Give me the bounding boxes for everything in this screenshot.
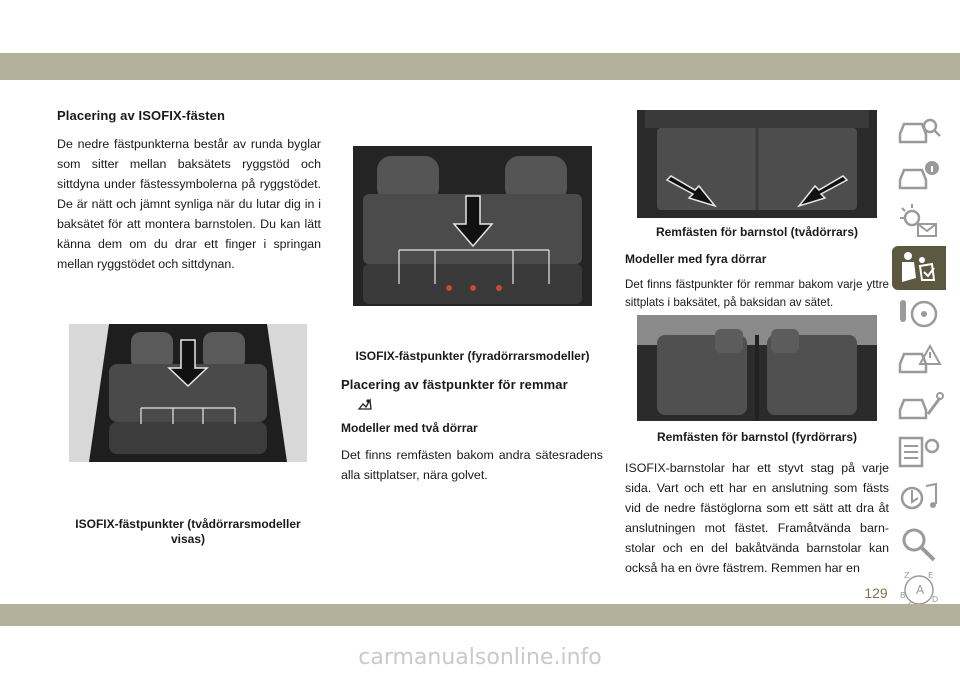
isofix-four-door-photo [353, 146, 592, 306]
header-band [0, 53, 960, 80]
car-info-icon[interactable] [892, 154, 946, 198]
car-wrench-icon[interactable] [892, 384, 946, 428]
isofix-body: De nedre fästpunkterna består av runda byglar som sitter mellan baksätets ryggstöd och sittdyna under fästessymbolerna på ryggstödet. De är nätt och jämnt synliga när du lutar dig in i baksätet för att montera barnstolen. Du kan lätt känna dem om du drar ett finger i springan mellan ryggstödet och sittdynan. [57, 137, 321, 271]
child-seat-safety-icon[interactable] [892, 246, 946, 290]
search-icon[interactable] [892, 522, 946, 566]
settings-list-icon[interactable] [892, 430, 946, 474]
car-warning-icon[interactable] [892, 338, 946, 382]
isofix-two-door-photo [69, 324, 307, 462]
caption-tether-two-door: Remfästen för barnstol (tvådörrars) [655, 225, 859, 239]
steering-key-icon[interactable] [892, 292, 946, 336]
tether-heading: Placering av fästpunkter för remmar [341, 377, 568, 392]
four-door-body: Det finns fästpunkter för remmar bakom varje yttre sittplats i baksätet, på baksidan av sätet. [625, 278, 889, 309]
footer-band [0, 604, 960, 626]
caption-isofix-two-door: ISOFIX-fästpunkter (tvådörrarsmodeller visas) [75, 517, 301, 546]
isofix-heading: Placering av ISOFIX-fästen [57, 108, 226, 123]
index-letter: A [916, 583, 925, 597]
closing-body: ISOFIX-barnstolar har ett styvt stag på varje sida. Vart och ett har en anslutning som fästs vid de nedre fästöglorna som ett sätt att dra åt anslutningen mot fästet. Framåtvända barnstolar och en del bakåtvända barnstolar kan också ha en övre fästrem. Remmen har en [625, 461, 889, 575]
two-door-heading: Modeller med två dörrar [341, 421, 478, 435]
caption-isofix-four-door: ISOFIX-fästpunkter (fyradörrarsmodeller) [355, 349, 590, 363]
two-door-body: Det finns remfästen bakom andra sätesradens alla sittplatser, nära golvet. [341, 448, 603, 482]
multimedia-icon[interactable] [892, 476, 946, 520]
index-letter: Z [904, 571, 910, 580]
index-letter: E [928, 571, 934, 580]
tether-four-door-photo [637, 315, 877, 421]
page-number: 129 [864, 585, 888, 601]
watermark: carmanualsonline.info [358, 645, 602, 670]
car-search-icon[interactable] [892, 108, 946, 152]
caption-tether-four-door: Remfästen för barnstol (fyrdörrars) [656, 430, 858, 444]
four-door-heading: Modeller med fyra dörrar [625, 252, 767, 266]
index-letter: B [900, 591, 906, 600]
warning-lights-icon[interactable] [892, 200, 946, 244]
tether-anchor-symbol-icon [357, 396, 373, 412]
tether-two-door-photo [637, 110, 877, 218]
index-letter: D [932, 595, 939, 604]
